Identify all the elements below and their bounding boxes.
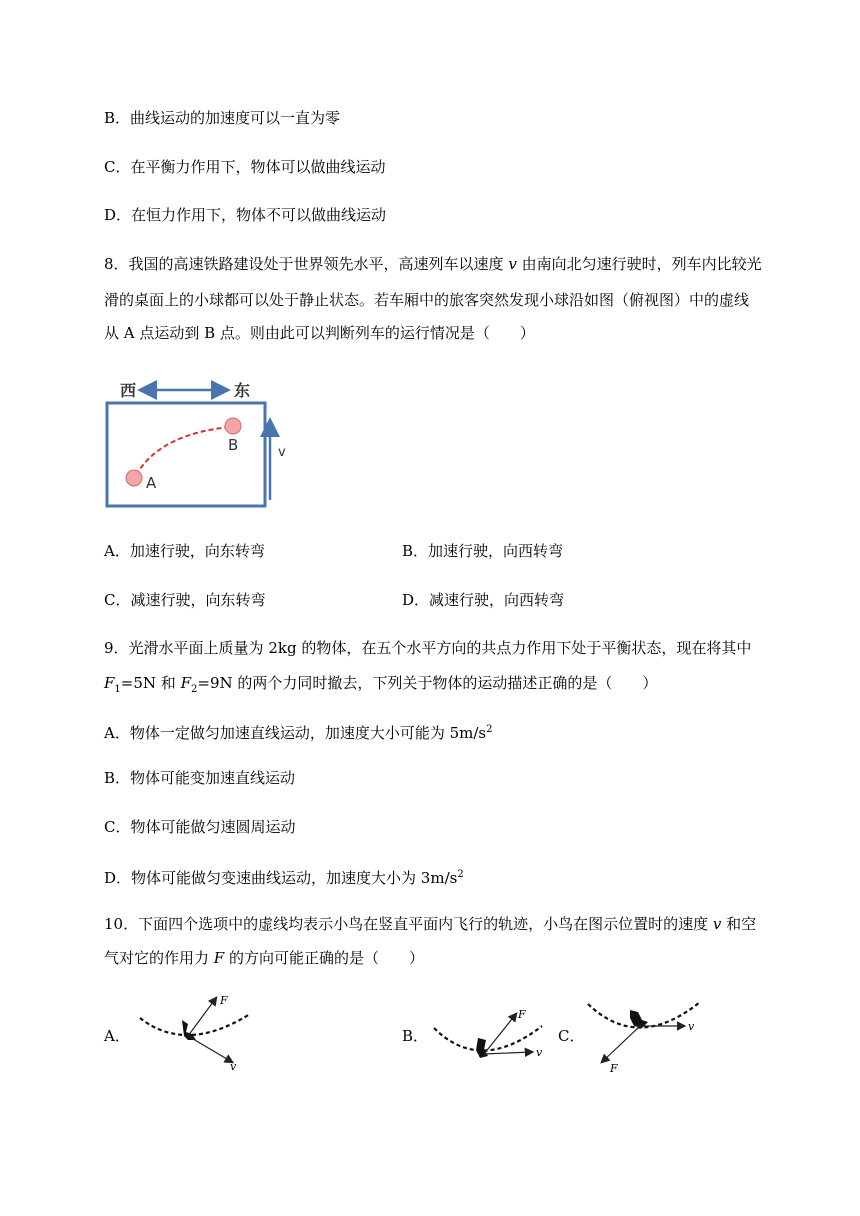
point-b-label: B — [228, 436, 239, 454]
force-label: F — [610, 1062, 618, 1075]
q10-option-b-label: B． — [402, 1027, 429, 1045]
q9-option-c: C．物体可能做匀速圆周运动 — [104, 818, 296, 836]
q8-text: 由南向北匀速行驶时，列车内比较光 — [516, 255, 762, 273]
velocity-label: v — [278, 445, 286, 460]
q10-option-a-label: A． — [104, 1027, 130, 1045]
velocity-label: v — [230, 1060, 237, 1073]
velocity-label: v — [536, 1046, 543, 1059]
q8-option-c: C．减速行驶，向东转弯 — [104, 591, 266, 609]
q9-text: =5N 和 — [120, 674, 181, 692]
q9-text: A．物体一定做匀加速直线运动，加速度大小可能为 5m/s — [104, 724, 487, 742]
force-arrow — [188, 998, 216, 1036]
q8-option-b: B．加速行驶，向西转弯 — [402, 542, 564, 560]
q9-option-b: B．物体可能变加速直线运动 — [104, 769, 296, 787]
point-a-label: A — [146, 474, 157, 492]
q10-text: 和空 — [721, 915, 757, 933]
q9-option-a — [104, 720, 493, 743]
q10-option-c-label: C． — [558, 1027, 585, 1045]
q7-option-d: D．在恒力作用下，物体不可以做曲线运动 — [104, 206, 387, 224]
q8-option-a: A．加速行驶，向东转弯 — [104, 542, 265, 560]
force-label: F — [518, 1008, 526, 1021]
q10-stem-line2 — [104, 948, 424, 968]
subscript: 1 — [114, 684, 121, 695]
superscript: 2 — [457, 869, 464, 880]
force-symbol: F — [104, 674, 115, 692]
subscript: 2 — [191, 684, 198, 695]
velocity-symbol: v — [712, 915, 722, 933]
velocity-arrow — [188, 1036, 232, 1062]
east-label: 东 — [234, 381, 251, 400]
force-symbol: F — [180, 674, 191, 692]
force-symbol: F — [213, 949, 225, 967]
q8-figure — [100, 372, 300, 512]
ball-b — [225, 418, 241, 434]
q10-stem-line1 — [104, 914, 756, 934]
bird-icon — [630, 1010, 648, 1028]
q9-option-d — [104, 865, 464, 888]
flight-path — [434, 1026, 542, 1051]
ball-a — [126, 470, 142, 486]
velocity-label: v — [688, 1020, 695, 1033]
q8-stem-line3: 从 A 点运动到 B 点。则由此可以判断列车的运行情况是（ ） — [104, 324, 535, 342]
q9-text: =9N 的两个力同时撤去，下列关于物体的运动描述正确的是（ ） — [197, 674, 658, 692]
carriage-rect — [107, 403, 265, 506]
velocity-symbol: v — [508, 255, 517, 273]
velocity-arrow — [484, 1052, 532, 1054]
force-label: F — [220, 994, 228, 1007]
q10-figure-c — [584, 996, 706, 1076]
q10-text: 气对它的作用力 — [104, 949, 214, 967]
q7-option-c: C．在平衡力作用下，物体可以做曲线运动 — [104, 158, 386, 176]
q8-text: 8．我国的高速铁路建设处于世界领先水平，高速列车以速度 — [104, 255, 509, 273]
q9-text: D．物体可能做匀变速曲线运动，加速度大小为 3m/s — [104, 869, 458, 887]
q10-figure-a — [136, 990, 256, 1074]
force-arrow — [602, 1026, 640, 1062]
q8-stem-line2: 滑的桌面上的小球都可以处于静止状态。若车厢中的旅客突然发现小球沿如图（俯视图）中的虚线 — [104, 291, 750, 309]
superscript: 2 — [486, 724, 493, 735]
q10-text: 的方向可能正确的是（ ） — [224, 949, 424, 967]
q9-stem-line2 — [104, 673, 657, 700]
q9-stem-line1: 9．光滑水平面上质量为 2kg 的物体，在五个水平方向的共点力作用下处于平衡状态，现在将其中 — [104, 639, 752, 657]
west-label: 西 — [120, 381, 137, 400]
q8-option-d: D．减速行驶，向西转弯 — [402, 591, 565, 609]
q8-stem-line1 — [104, 254, 762, 274]
flight-path — [140, 1014, 250, 1035]
q10-text: 10．下面四个选项中的虚线均表示小鸟在竖直平面内飞行的轨迹，小鸟在图示位置时的速度 — [104, 915, 713, 933]
q10-figure-b — [430, 1002, 550, 1072]
bird-icon — [476, 1038, 488, 1058]
q7-option-b: B．曲线运动的加速度可以一直为零 — [104, 109, 341, 127]
ball-trajectory — [136, 427, 230, 475]
